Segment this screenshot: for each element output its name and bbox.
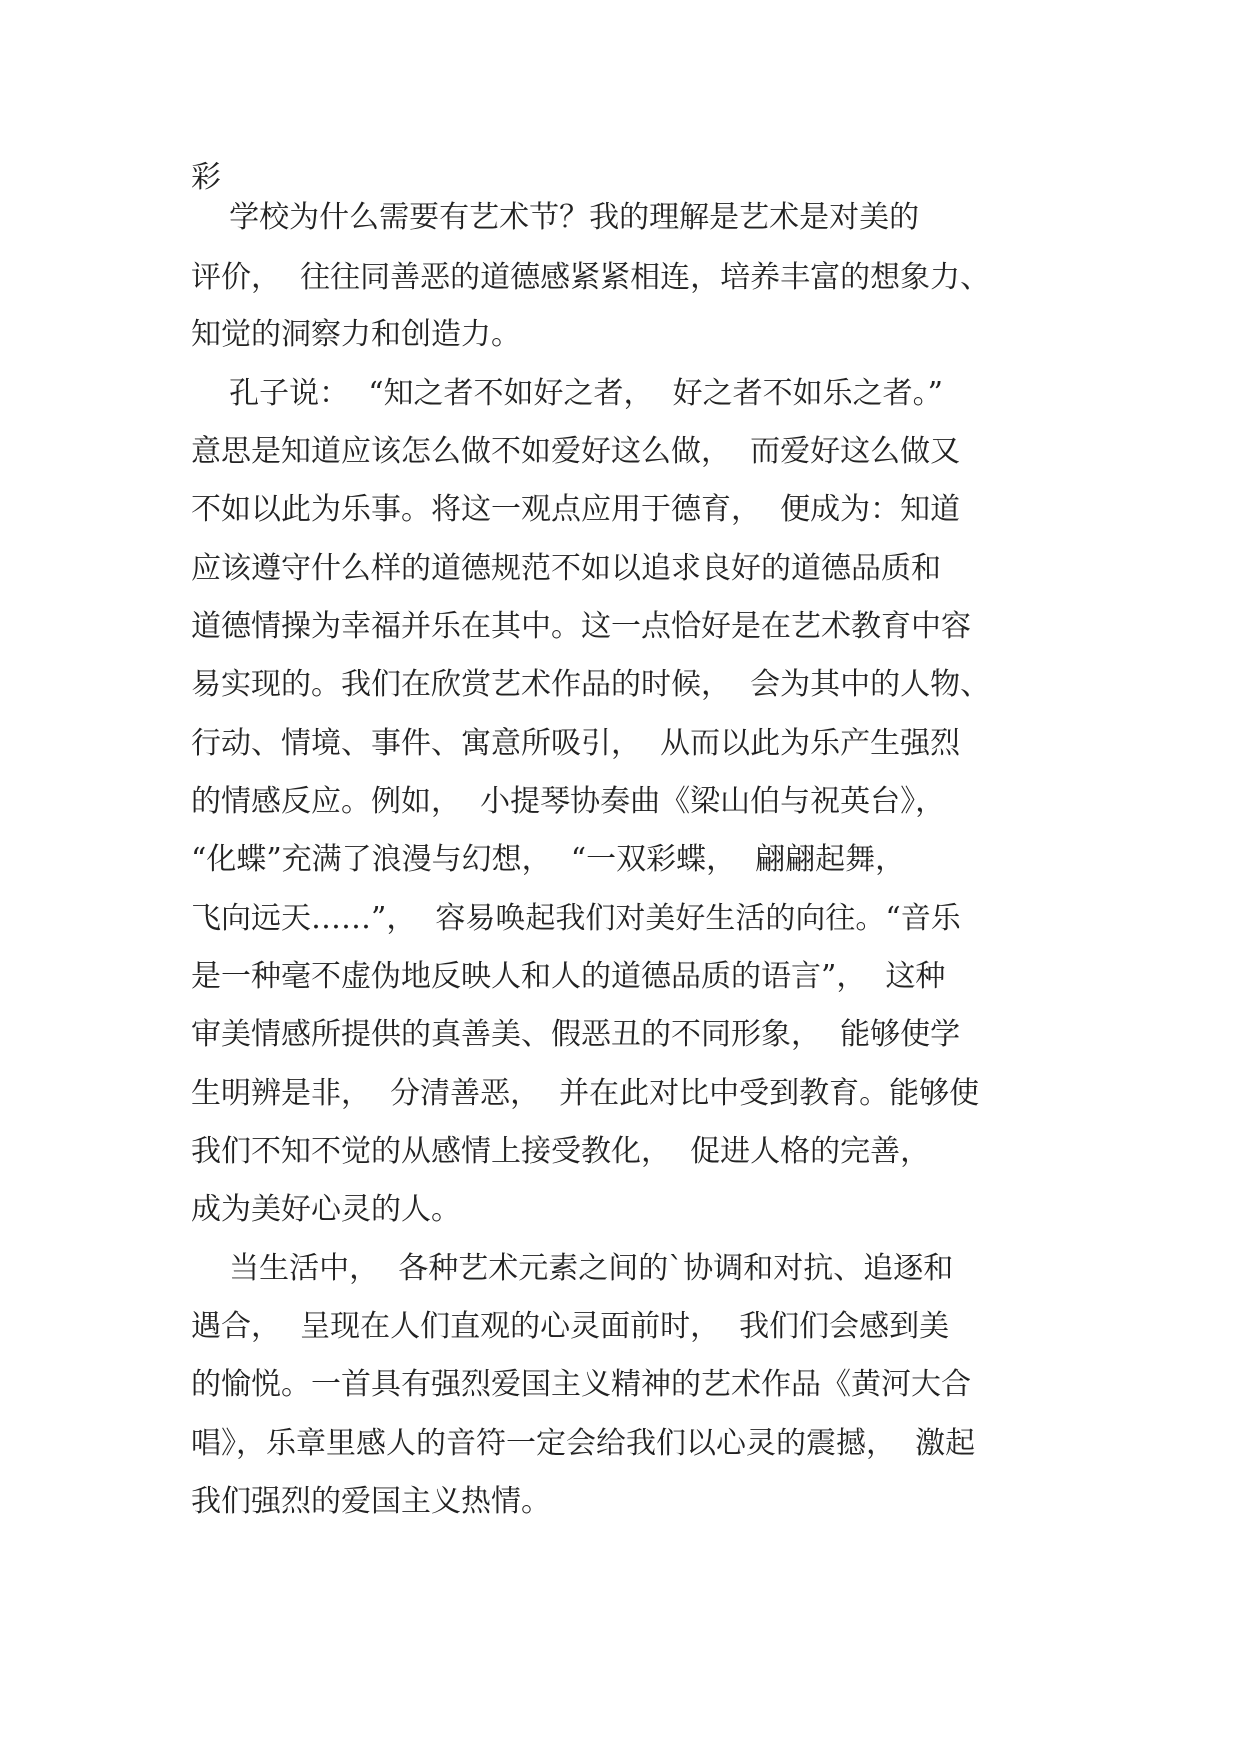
text-line: 我们不知不觉的从感情上接受教化， 促进人格的完善， <box>191 1134 931 1169</box>
text-line: 应该遵守什么样的道德规范不如以追求良好的道德品质和 <box>191 551 941 586</box>
text-line: 当生活中， 各种艺术元素之间的`协调和对抗、追逐和 <box>191 1251 954 1286</box>
text-line: 生明辨是非， 分清善恶， 并在此对比中受到教育。能够使 <box>191 1076 980 1111</box>
text-line: 知觉的洞察力和创造力。 <box>191 317 521 352</box>
text-line: 彩 <box>191 160 221 195</box>
text-line: 审美情感所提供的真善美、假恶丑的不同形象， 能够使学 <box>191 1017 961 1052</box>
text-line: 成为美好心灵的人。 <box>191 1192 461 1227</box>
text-line: 的愉悦。一首具有强烈爱国主义精神的艺术作品《黄河大合 <box>191 1367 971 1402</box>
text-line: 遇合， 呈现在人们直观的心灵面前时， 我们们会感到美 <box>191 1309 950 1344</box>
text-line: 的情感反应。例如， 小提琴协奏曲《梁山伯与祝英台》， <box>191 784 946 819</box>
text-line: 评价， 往往同善恶的道德感紧紧相连，培养丰富的想象力、 <box>191 260 991 295</box>
text-line: 我们强烈的爱国主义热情。 <box>191 1484 551 1519</box>
text-line: 唱》，乐章里感人的音符一定会给我们以心灵的震撼， 激起 <box>191 1426 976 1461</box>
text-line: 不如以此为乐事。将这一观点应用于德育， 便成为：知道 <box>191 492 961 527</box>
text-line: 学校为什么需要有艺术节？我的理解是艺术是对美的 <box>191 200 920 235</box>
text-line: 是一种毫不虚伪地反映人和人的道德品质的语言”， 这种 <box>191 959 946 994</box>
text-line: 意思是知道应该怎么做不如爱好这么做， 而爱好这么做又 <box>191 434 961 469</box>
text-line: 飞向远天……”， 容易唤起我们对美好生活的向往。“音乐 <box>191 901 961 936</box>
text-line: 孔子说： “知之者不如好之者， 好之者不如乐之者。” <box>191 376 943 411</box>
text-line: 道德情操为幸福并乐在其中。这一点恰好是在艺术教育中容 <box>191 609 971 644</box>
text-line: 易实现的。我们在欣赏艺术作品的时候， 会为其中的人物、 <box>191 667 991 702</box>
text-line: “化蝶”充满了浪漫与幻想， “一双彩蝶， 翩翩起舞， <box>191 842 906 877</box>
text-line: 行动、情境、事件、寓意所吸引， 从而以此为乐产生强烈 <box>191 726 961 761</box>
